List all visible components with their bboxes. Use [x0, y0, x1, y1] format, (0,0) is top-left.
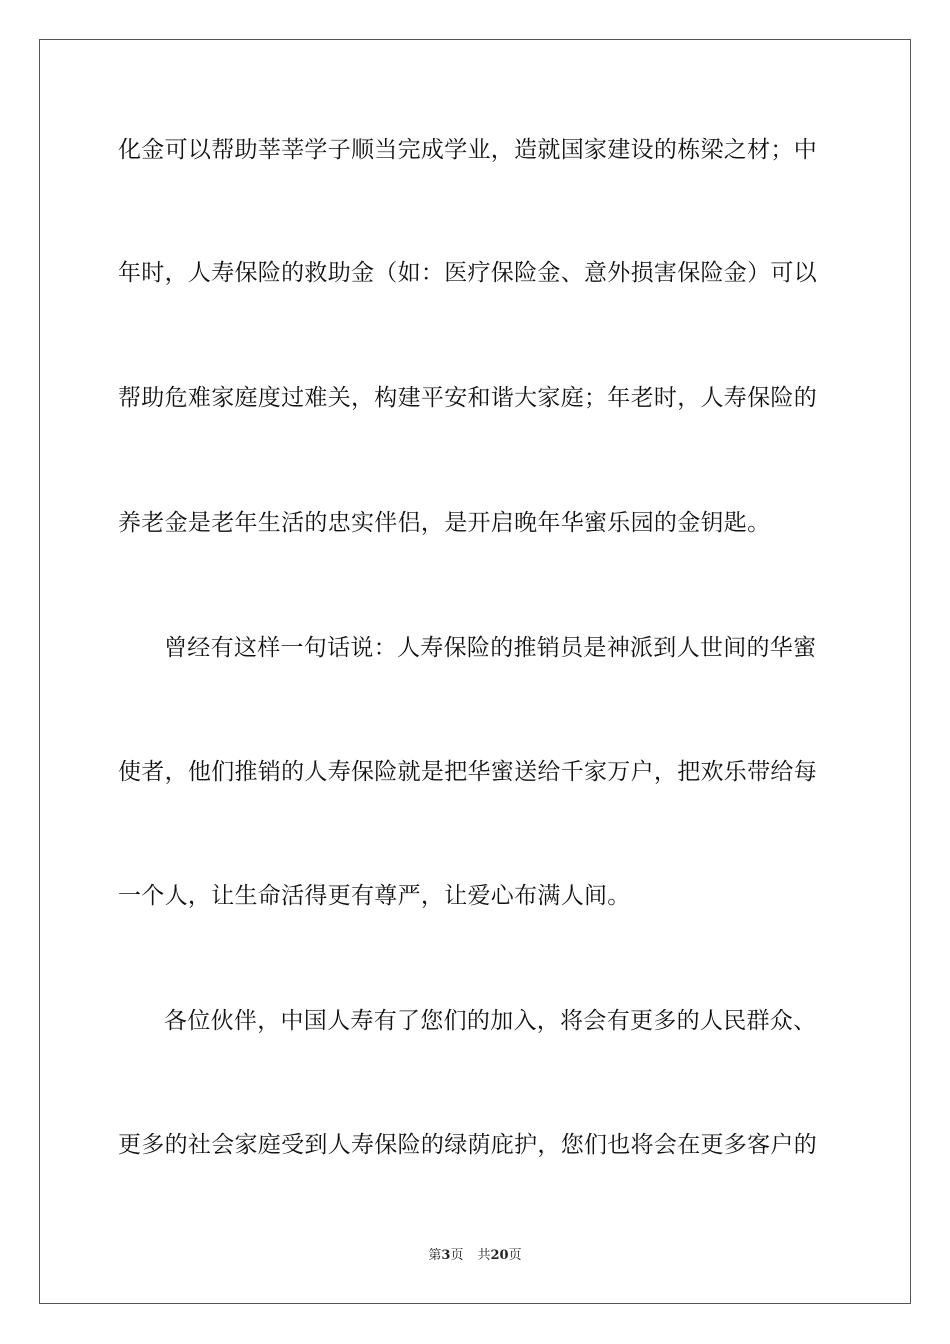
text-line-9: 更多的社会家庭受到人寿保险的绿荫庇护，您们也将会在更多客户的 [118, 1132, 817, 1158]
page-suffix: 页 [450, 1248, 464, 1263]
total-suffix: 页 [508, 1248, 522, 1263]
page-number: 3 [441, 1248, 451, 1263]
text-line-4: 养老金是老年生活的忠实伴侣，是开启晚年华蜜乐园的金钥匙。 [118, 510, 771, 536]
text-line-7: 一个人，让生命活得更有尊严，让爱心布满人间。 [118, 883, 631, 909]
page-prefix: 第 [428, 1248, 442, 1263]
page-border [39, 39, 911, 1304]
text-line-2: 年时，人寿保险的救助金（如：医疗保险金、意外损害保险金）可以 [118, 260, 817, 286]
page-footer [0, 1247, 950, 1265]
text-line-1: 化金可以帮助莘莘学子顺当完成学业，造就国家建设的栋梁之材；中 [118, 137, 817, 163]
paragraph-start-line-5: 曾经有这样一句话说：人寿保险的推销员是神派到人世间的华蜜 [164, 635, 817, 661]
total-pages: 20 [490, 1248, 509, 1263]
text-line-3: 帮助危难家庭度过难关，构建平安和谐大家庭；年老时，人寿保险的 [118, 385, 817, 411]
total-prefix: 共 [477, 1248, 491, 1263]
text-line-6: 使者，他们推销的人寿保险就是把华蜜送给千家万户，把欢乐带给每 [118, 759, 817, 785]
paragraph-start-line-8: 各位伙伴，中国人寿有了您们的加入，将会有更多的人民群众、 [164, 1008, 817, 1034]
